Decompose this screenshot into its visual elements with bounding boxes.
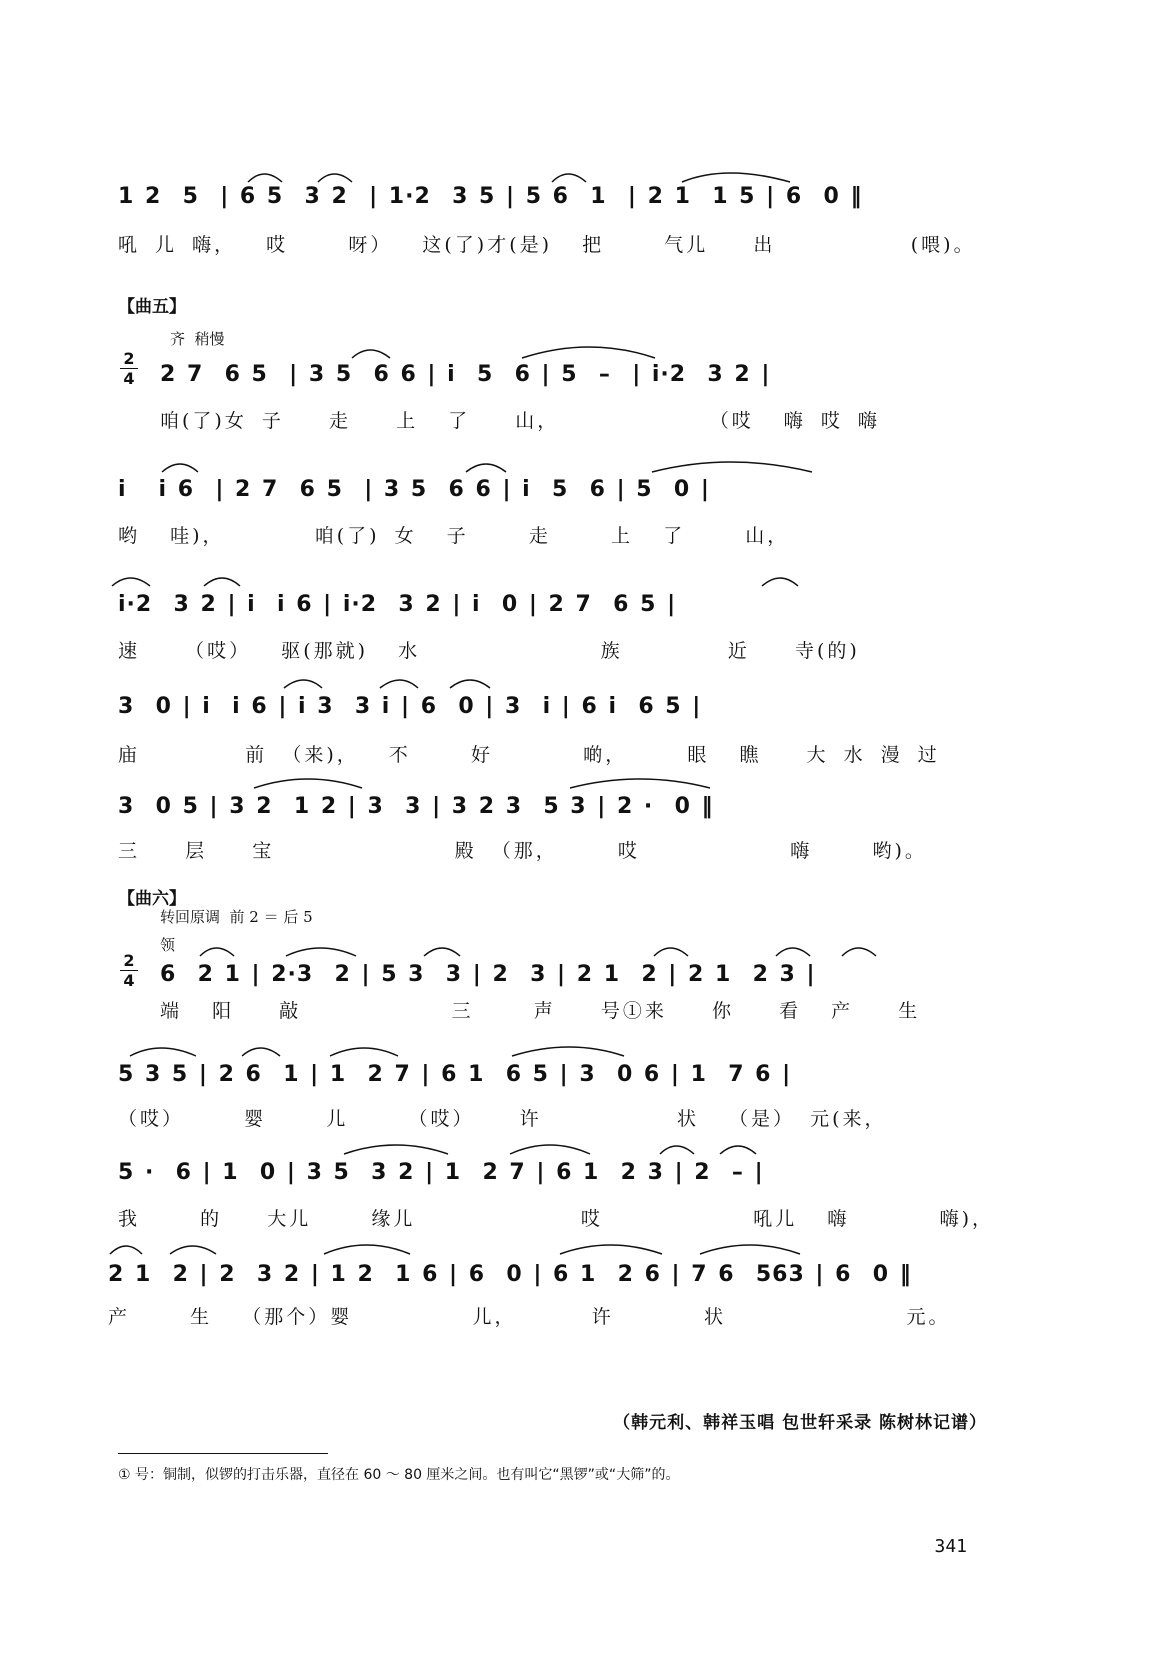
notation-line: i i 6 | 2 7 6 5 | 3 5 6 6 | i 5 6 | 5 0 | [118, 477, 710, 502]
notation-line: 2 7 6 5 | 3 5 6 6 | i 5 6 | 5 – | i·2 3 2 | [160, 362, 771, 387]
key-change-marking: 转回原调 前 2 ＝ 后 5 [160, 908, 313, 926]
slur-arc [560, 1245, 662, 1254]
slur-arc [254, 779, 362, 788]
lyric-line: 三 层 宝 殿 （那， 哎 嗨 哟)。 [118, 840, 927, 862]
slur-arc [130, 1048, 196, 1056]
slur-arc [842, 948, 876, 956]
lyric-line: 庙 前 （来)， 不 好 啲， 眼 瞧 大 水 漫 过 [118, 744, 940, 766]
lyric-line: 我 的 大儿 缘儿 哎 吼儿 嗨 嗨)， [118, 1208, 994, 1230]
credit-line: （韩元利、韩祥玉唱 包世轩采录 陈树林记谱） [613, 1413, 987, 1433]
slur-arc [242, 1048, 280, 1056]
time-signature-top: 2 [123, 349, 135, 368]
notation-line: 3 0 | i i 6 | i 3 3 i | 6 0 | 3 i | 6 i 6 5 | [118, 694, 702, 719]
slur-arc [654, 948, 688, 956]
lyric-line: 产 生 （那个）婴 儿， 许 状 元。 [108, 1306, 951, 1328]
section-title-qu5: 【曲五】 [118, 297, 186, 317]
slur-arc [248, 174, 282, 182]
slur-arc [510, 1145, 590, 1154]
notation-line: i·2 3 2 | i i 6 | i·2 3 2 | i 0 | 2 7 6 5 | [118, 592, 677, 617]
slur-arc [170, 1246, 216, 1254]
lyric-line: 端 阳 敲 三 声 号①来 你 看 产 生 [160, 1000, 921, 1022]
slur-arc [162, 464, 198, 472]
slur-arc [552, 174, 586, 182]
slur-arc [112, 578, 150, 586]
footnote-rule [118, 1453, 328, 1454]
time-signature-bottom: 4 [123, 369, 135, 388]
notation-line: 5 3 5 | 2 6 1 | 1 2 7 | 6 1 6 5 | 3 0 6 | 1 7 6 | [118, 1062, 792, 1087]
slur-arc [380, 680, 418, 688]
slur-arc [344, 1145, 448, 1154]
slur-arc [200, 948, 234, 956]
slur-arc [110, 1246, 142, 1254]
slur-arc [512, 1047, 624, 1056]
slur-arc [352, 350, 390, 358]
page-number: 341 [934, 1536, 967, 1557]
slur-arc [284, 680, 322, 688]
slur-arc [660, 1146, 694, 1154]
slur-arc [324, 1245, 410, 1254]
slur-arc [318, 174, 352, 182]
lyric-line: 吼 儿 嗨， 哎 呀） 这(了)才(是) 把 气儿 出 (喂)。 [118, 234, 976, 256]
slur-arc [570, 779, 710, 788]
notation-line: 5 · 6 | 1 0 | 3 5 3 2 | 1 2 7 | 6 1 2 3 | 2 – | [118, 1160, 764, 1185]
time-signature-top: 2 [123, 951, 135, 970]
lyric-line: 速 （哎） 驱(那就) 水 族 近 寺(的) [118, 640, 860, 662]
slur-arc [330, 1048, 398, 1056]
slur-arc [762, 578, 798, 586]
notation-line: 6 2 1 | 2·3 2 | 5 3 3 | 2 3 | 2 1 2 | 2 1 2 3 | [160, 962, 816, 987]
notation-line: 2 1 2 | 2 3 2 | 1 2 1 6 | 6 0 | 6 1 2 6 | 7 6 563 | 6 0 ‖ [108, 1262, 912, 1287]
lyric-line: 哟 哇)， 咱(了) 女 子 走 上 了 山， [118, 525, 790, 547]
notation-line: 1 2 5 | 6 5 3 2 | 1·2 3 5 | 5 6 1 | 2 1 1 5 | 6 0 ‖ [118, 184, 863, 209]
section-title-qu6: 【曲六】 [118, 889, 186, 909]
slur-arc [286, 948, 356, 956]
slur-arc [720, 1146, 756, 1154]
lead-marking: 领 [160, 936, 176, 954]
slur-arc [776, 948, 810, 956]
tempo-marking: 齐 稍慢 [170, 330, 225, 348]
slur-arc [204, 578, 240, 586]
slur-arc [652, 462, 812, 472]
slur-arc [424, 948, 460, 956]
footnote: ① 号：铜制，似锣的打击乐器，直径在 60 ～ 80 厘米之间。也有叫它“黑锣”或“大筛”的。 [118, 1467, 680, 1483]
slur-arc [682, 173, 790, 182]
slur-arc [700, 1245, 800, 1254]
time-signature-bottom: 4 [123, 971, 135, 990]
slur-arc [466, 464, 506, 472]
slur-arc [450, 680, 490, 688]
slur-arc [522, 347, 655, 358]
lyric-line: 咱(了)女 子 走 上 了 山， （哎 嗨 哎 嗨 [160, 410, 880, 432]
lyric-line: （哎） 婴 儿 （哎） 许 状 （是） 元(来， [118, 1108, 887, 1130]
notation-line: 3 0 5 | 3 2 1 2 | 3 3 | 3 2 3 5 3 | 2 · 0 ‖ [118, 794, 714, 819]
